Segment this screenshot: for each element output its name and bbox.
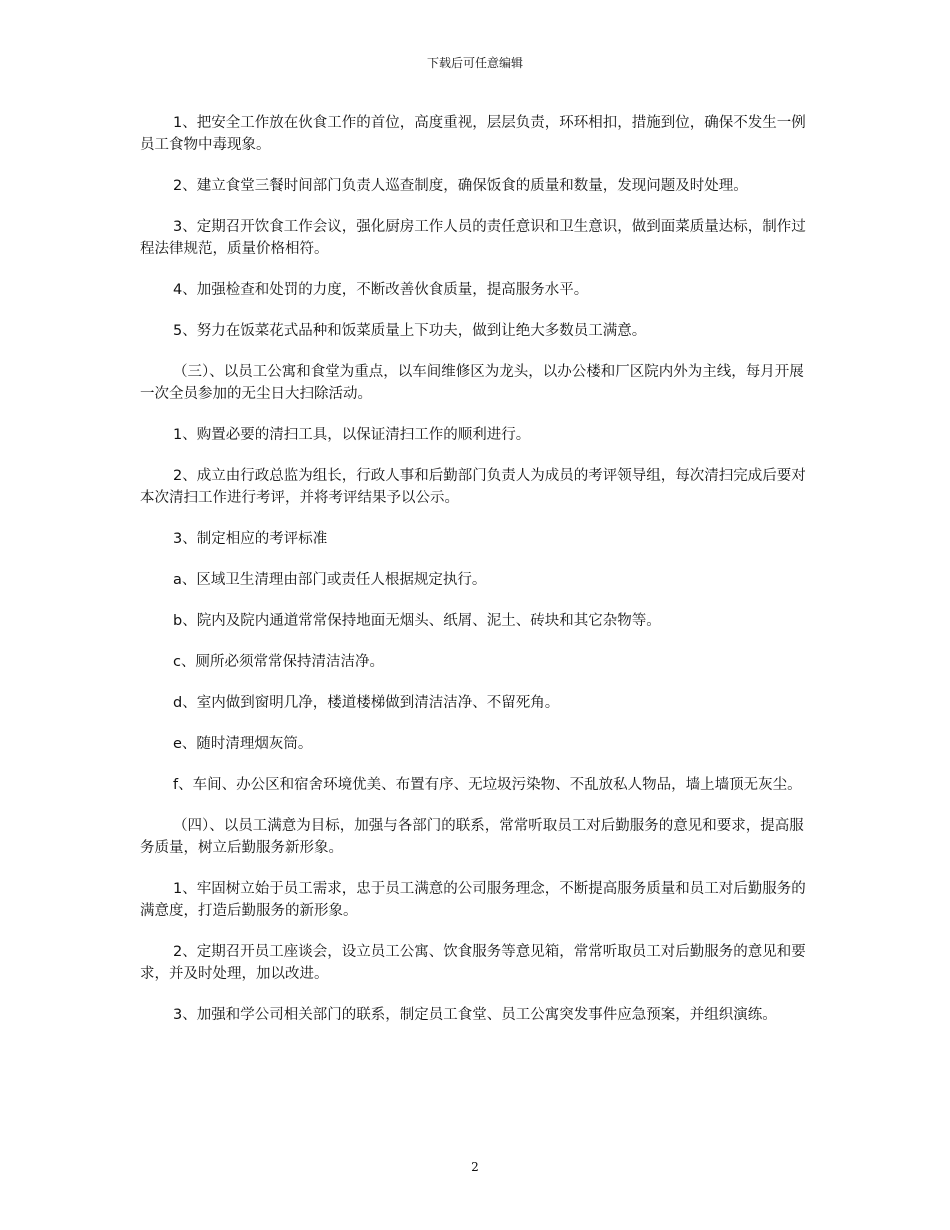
page-header: 下载后可任意编辑 xyxy=(426,56,523,70)
paragraph: 1、购置必要的清扫工具，以保证清扫工作的顺利进行。 xyxy=(173,427,531,443)
paragraph: f、车间、办公区和宿舍环境优美、布置有序、无垃圾污染物、不乱放私人物品，墙上墙顶无灰尘。 xyxy=(173,777,802,793)
paragraph: 2、定期召开员工座谈会，设立员工公寓、饮食服务等意见箱，常常听取员工对后勤服务的意见和要求，并及时处理，加以改进。 xyxy=(140,944,806,982)
paragraph: 4、加强检查和处罚的力度，不断改善伙食质量，提高服务水平。 xyxy=(173,282,589,298)
paragraph: 2、建立食堂三餐时间部门负责人巡查制度，确保饭食的质量和数量，发现问题及时处理。 xyxy=(173,178,748,194)
section-heading: （四）、以员工满意为目标，加强与各部门的联系，常常听取员工对后勤服务的意见和要求，提高服务质量，树立后勤服务新形象。 xyxy=(140,818,804,856)
document-body xyxy=(140,112,818,1045)
paragraph: 3、制定相应的考评标准 xyxy=(173,531,328,547)
paragraph: 2、成立由行政总监为组长，行政人事和后勤部门负责人为成员的考评领导组，每次清扫完成后要对本次清扫工作进行考评，并将考评结果予以公示。 xyxy=(140,468,806,506)
section-heading: （三）、以员工公寓和食堂为重点，以车间维修区为龙头，以办公楼和厂区院内外为主线，每月开展一次全员参加的无尘日大扫除活动。 xyxy=(140,364,804,402)
paragraph: d、室内做到窗明几净，楼道楼梯做到清洁洁净、不留死角。 xyxy=(173,695,560,711)
paragraph: e、随时清理烟灰筒。 xyxy=(173,736,313,752)
paragraph: 5、努力在饭菜花式品种和饭菜质量上下功夫，做到让绝大多数员工满意。 xyxy=(173,323,647,339)
page-number: 2 xyxy=(471,1160,479,1174)
paragraph: 1、把安全工作放在伙食工作的首位，高度重视，层层负责，环环相扣，措施到位，确保不发生一例员工食物中毒现象。 xyxy=(140,115,806,153)
paragraph: 3、加强和学公司相关部门的联系，制定员工食堂、员工公寓突发事件应急预案，并组织演练。 xyxy=(173,1007,777,1023)
paragraph: b、院内及院内通道常常保持地面无烟头、纸屑、泥土、砖块和其它杂物等。 xyxy=(173,613,661,629)
paragraph: 1、牢固树立始于员工需求，忠于员工满意的公司服务理念，不断提高服务质量和员工对后勤服务的满意度，打造后勤服务的新形象。 xyxy=(140,881,806,919)
paragraph: c、厕所必须常常保持清洁洁净。 xyxy=(173,654,384,670)
paragraph: a、区域卫生清理由部门或责任人根据规定执行。 xyxy=(173,572,487,588)
paragraph: 3、定期召开饮食工作会议，强化厨房工作人员的责任意识和卫生意识，做到面菜质量达标，制作过程法律规范，质量价格相符。 xyxy=(140,219,806,257)
